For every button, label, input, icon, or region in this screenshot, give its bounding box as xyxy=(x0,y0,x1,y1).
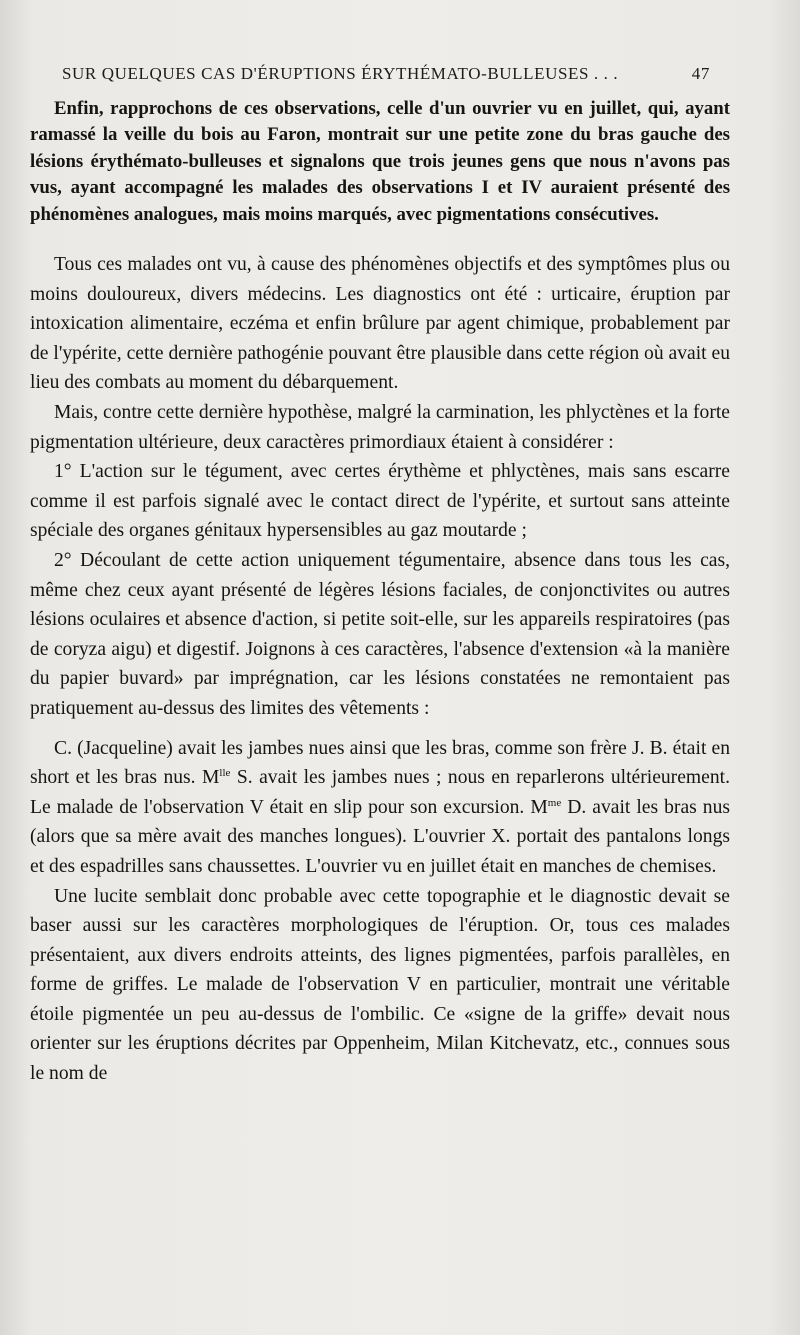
page-number: 47 xyxy=(691,64,710,83)
running-header xyxy=(62,64,710,84)
paragraph-lucite: Une lucite semblait donc probable avec cette topographie et le diagnostic devait se baser aussi sur les caractères morphologiques de l'éruption. Or, tous ces malades présentaient, aux divers endroits atteints, des lignes pigmentées, parfois parallèles, en forme de griffes. Le malade de l'observation V en particulier, montrait une véritable étoile pigmentée un peu au-dessus de l'ombilic. Ce «signe de la griffe» devait nous orienter sur les éruptions décrites par Oppenheim, Milan Kitchevatz, etc., connues sous le nom de xyxy=(30,885,730,1085)
vetements-text-lead: C. (Jacqueline) avait les jambes nues ainsi que les bras, comme son frère J. B. était en short et les bras nus. M xyxy=(30,737,730,789)
body-text xyxy=(30,96,730,1089)
vetements-text-mid: S. avait les jambes nues ; nous en reparlerons ultérieurement. Le malade de l'observation V était en slip pour son excursion. M xyxy=(30,767,730,818)
paragraph-diagnostics: Tous ces malades ont vu, à cause des phénomènes objectifs et des symptômes plus ou moins douloureux, divers médecins. Les diagnostics ont été : urticaire, éruption par intoxication alimentaire, eczéma et enfin brûlure par agent chimique, probablement par de l'ypérite, cette dernière pathogénie pouvant être plausible dans cette région où avait eu lieu des combats au moment du débarquement. xyxy=(30,254,730,394)
paragraph-vetements xyxy=(30,734,730,882)
vetements-text-tail: D. avait les bras nus (alors que sa mère avait des manches longues). L'ouvrier X. portait des pantalons longs et des espadrilles sans chaussettes. L'ouvrier vu en juillet était en manches de chemises. xyxy=(30,796,730,877)
paragraph-observation-ouvrier: Enfin, rapprochons de ces observations, celle d'un ouvrier vu en juillet, qui, ayant ramassé la veille du bois au Faron, montrait sur une petite zone du bras gauche des lésions érythémato-bulleuses et signalons que trois jeunes gens que nous n'avons pas vus, ayant accompagné les malades des observations I et IV auraient présenté des phénomènes analogues, mais moins marqués, avec pigmentations consécutives. xyxy=(30,98,730,225)
running-title: SUR QUELQUES CAS D'ÉRUPTIONS ÉRYTHÉMATO-BULLEUSES . . . xyxy=(62,64,619,83)
paragraph-caractere-1: 1° L'action sur le tégument, avec certes érythème et phlyctènes, mais sans escarre comme il est parfois signalé avec le contact direct de l'ypérite, et surtout sans atteinte spéciale des organes génitaux hypersensibles au gaz moutarde ; xyxy=(30,461,730,542)
paragraph-caractere-2: 2° Découlant de cette action uniquement tégumentaire, absence dans tous les cas, même chez ceux ayant présenté de légères lésions faciales, de conjonctivites ou autres lésions oculaires et absence d'action, si petite soit-elle, sur les appareils respiratoires (pas de coryza aigu) et digestif. Joignons à ces caractères, l'absence d'extension «à la manière du papier buvard» par imprégnation, car les lésions constatées ne remontaient pas pratiquement au-dessus des limites des vêtements : xyxy=(30,549,730,719)
mademoiselle-superscript: lle xyxy=(219,767,231,780)
paragraph-hypothese: Mais, contre cette dernière hypothèse, malgré la carmination, les phlyctènes et la forte pigmentation ultérieure, deux caractères primordiaux étaient à considérer : xyxy=(30,402,730,453)
madame-superscript: me xyxy=(547,796,562,809)
